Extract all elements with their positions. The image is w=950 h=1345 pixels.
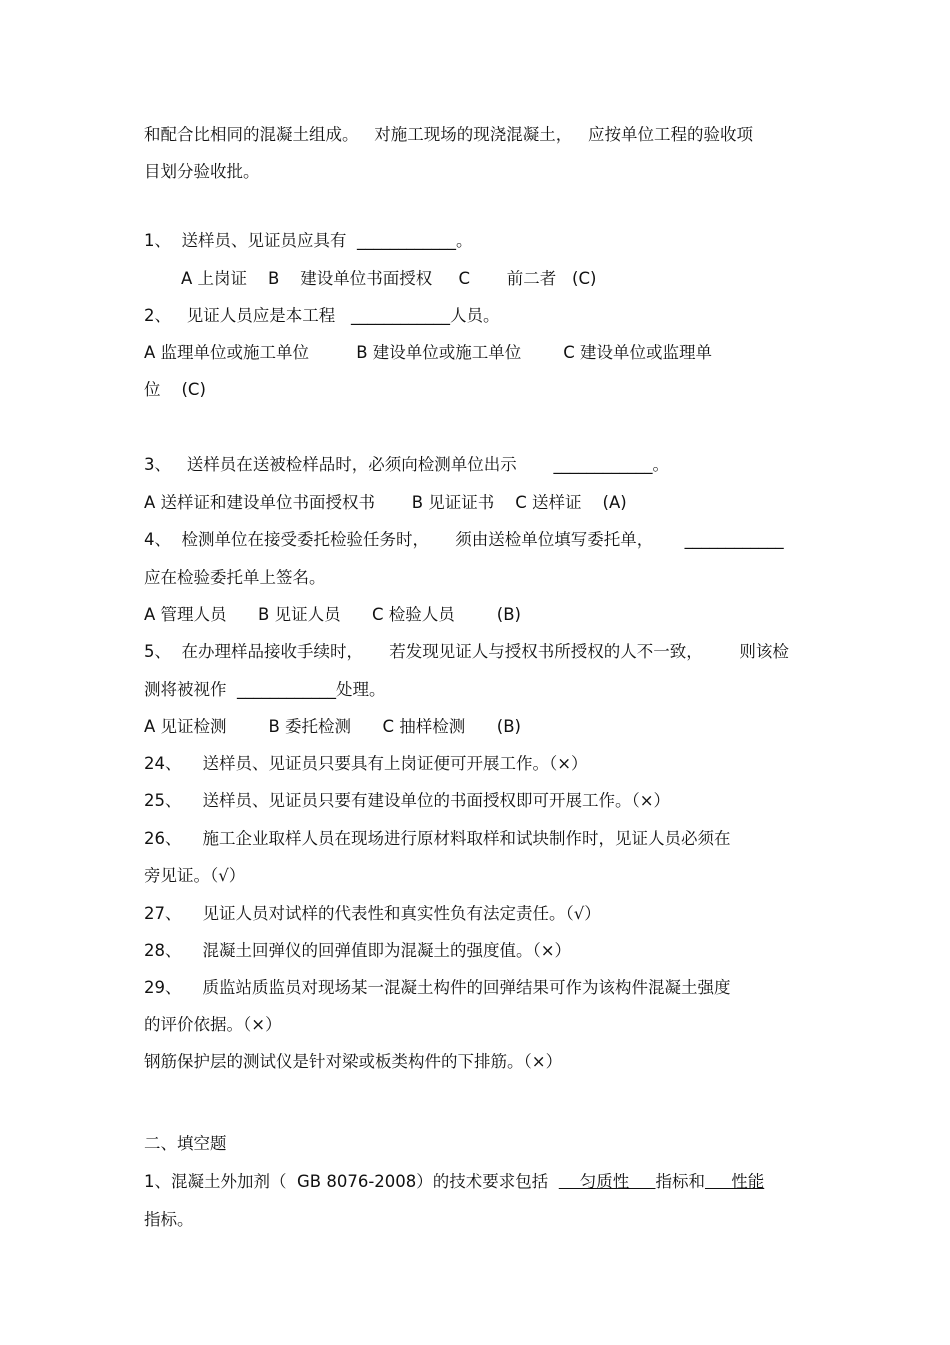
judgement-27: 27、 见证人员对试样的代表性和真实性负有法定责任。（√） bbox=[144, 904, 601, 923]
judgement-29: 29、 质监站质监员对现场某一混凝土构件的回弹结果可作为该构件混凝土强度 bbox=[144, 978, 731, 997]
question-5-options: A 见证检测 B 委托检测 C 抽样检测 (B) bbox=[144, 717, 521, 736]
question-4-options: A 管理人员 B 见证人员 C 检验人员 (B) bbox=[144, 605, 521, 624]
fill-question-1 bbox=[144, 1171, 764, 1193]
judgement-24: 24、 送样员、见证员只要具有上岗证便可开展工作。（×） bbox=[144, 754, 588, 773]
question-5-cont: 测将被视作 ____________处理。 bbox=[144, 680, 386, 699]
fill-question-1-middle: 指标和 bbox=[655, 1172, 705, 1191]
fill-answer-blank-1: 匀质性 bbox=[558, 1172, 656, 1191]
section-heading: 二、填空题 bbox=[144, 1134, 227, 1153]
question-1: 1、 送样员、见证员应具有 ____________。 bbox=[144, 231, 473, 250]
question-2: 2、 见证人员应是本工程 ____________人员。 bbox=[144, 306, 500, 325]
judgement-26-cont: 旁见证。（√） bbox=[144, 866, 246, 885]
question-5: 5、 在办理样品接收手续时， 若发现见证人与授权书所授权的人不一致， 则该检 bbox=[144, 642, 789, 661]
text-line: 和配合比相同的混凝土组成。 对施工现场的现浇混凝土， 应按单位工程的验收项 bbox=[144, 125, 753, 144]
question-2-options-cont: 位 (C) bbox=[144, 380, 206, 399]
judgement-28: 28、 混凝土回弹仪的回弹值即为混凝土的强度值。（×） bbox=[144, 941, 572, 960]
question-2-options: A 监理单位或施工单位 B 建设单位或施工单位 C 建设单位或监理单 bbox=[144, 343, 713, 362]
fill-question-1-prefix: 1、混凝土外加剂（ GB 8076-2008）的技术要求包括 bbox=[144, 1172, 559, 1191]
question-1-options: A 上岗证 B 建设单位书面授权 C 前二者 (C) bbox=[181, 269, 597, 288]
judgement-29-cont: 的评价依据。（×） bbox=[144, 1015, 282, 1034]
question-3: 3、 送样员在送被检样品时，必须向检测单位出示 ____________。 bbox=[144, 455, 669, 474]
question-4: 4、 检测单位在接受委托检验任务时， 须由送检单位填写委托单， ____________ bbox=[144, 530, 784, 549]
question-3-options: A 送样证和建设单位书面授权书 B 见证证书 C 送样证 (A) bbox=[144, 493, 627, 512]
fill-question-1-cont: 指标。 bbox=[144, 1210, 194, 1229]
text-line: 目划分验收批。 bbox=[144, 162, 260, 181]
judgement-30: 钢筋保护层的测试仪是针对梁或板类构件的下排筋。（×） bbox=[144, 1052, 563, 1071]
fill-answer-blank-2: 性能 bbox=[704, 1172, 765, 1191]
judgement-25: 25、 送样员、见证员只要有建设单位的书面授权即可开展工作。（×） bbox=[144, 791, 671, 810]
question-4-cont: 应在检验委托单上签名。 bbox=[144, 568, 326, 587]
judgement-26: 26、 施工企业取样人员在现场进行原材料取样和试块制作时，见证人员必须在 bbox=[144, 829, 731, 848]
